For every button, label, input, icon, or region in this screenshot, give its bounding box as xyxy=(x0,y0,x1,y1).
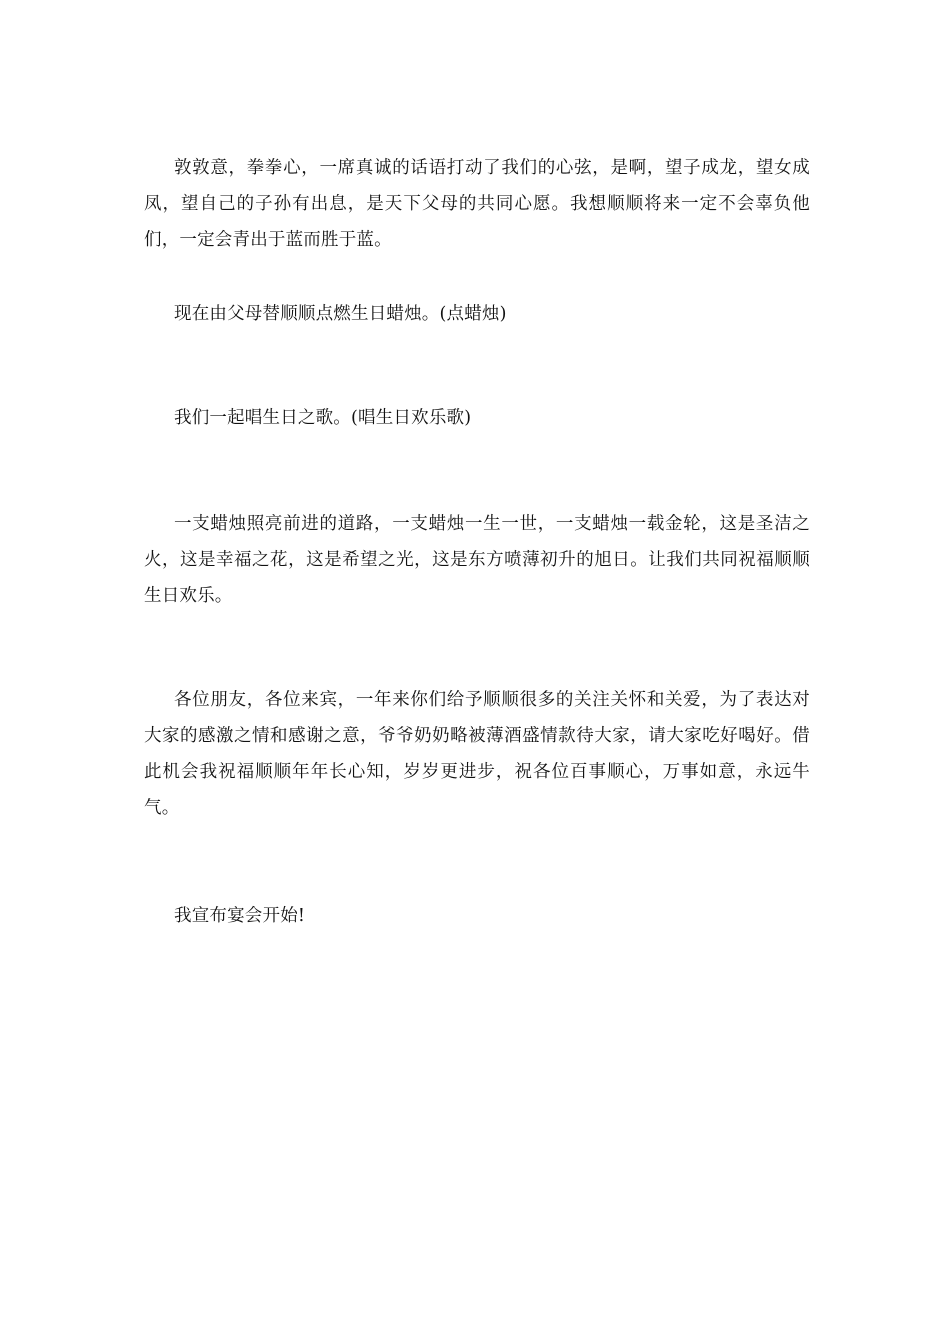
paragraph-birthday-song: 我们一起唱生日之歌。(唱生日欢乐歌) xyxy=(174,408,472,428)
paragraph-thanks-guests: 各位朋友，各位来宾，一年来你们给予顺顺很多的关注关怀和关爱，为了表达对大家的感激之情和感谢之意，爷爷奶奶略被薄酒盛情款待大家，请大家吃好喝好。借此机会我祝福顺顺年年长心知，岁岁更进步，祝各位百事顺心，万事如意，永远牛气。 xyxy=(144,690,810,818)
paragraph-light-candles: 现在由父母替顺顺点燃生日蜡烛。(点蜡烛) xyxy=(174,304,507,324)
paragraph-candle-blessing: 一支蜡烛照亮前进的道路，一支蜡烛一生一世，一支蜡烛一载金轮，这是圣洁之火，这是幸福之花，这是希望之光，这是东方喷薄初升的旭日。让我们共同祝福顺顺生日欢乐。 xyxy=(144,514,810,606)
paragraph-blessing-response: 敦敦意，拳拳心，一席真诚的话语打动了我们的心弦，是啊，望子成龙，望女成凤，望自己的子孙有出息，是天下父母的共同心愿。我想顺顺将来一定不会辜负他们，一定会青出于蓝而胜于蓝。 xyxy=(144,158,810,250)
paragraph-banquet-start: 我宣布宴会开始! xyxy=(174,906,306,926)
